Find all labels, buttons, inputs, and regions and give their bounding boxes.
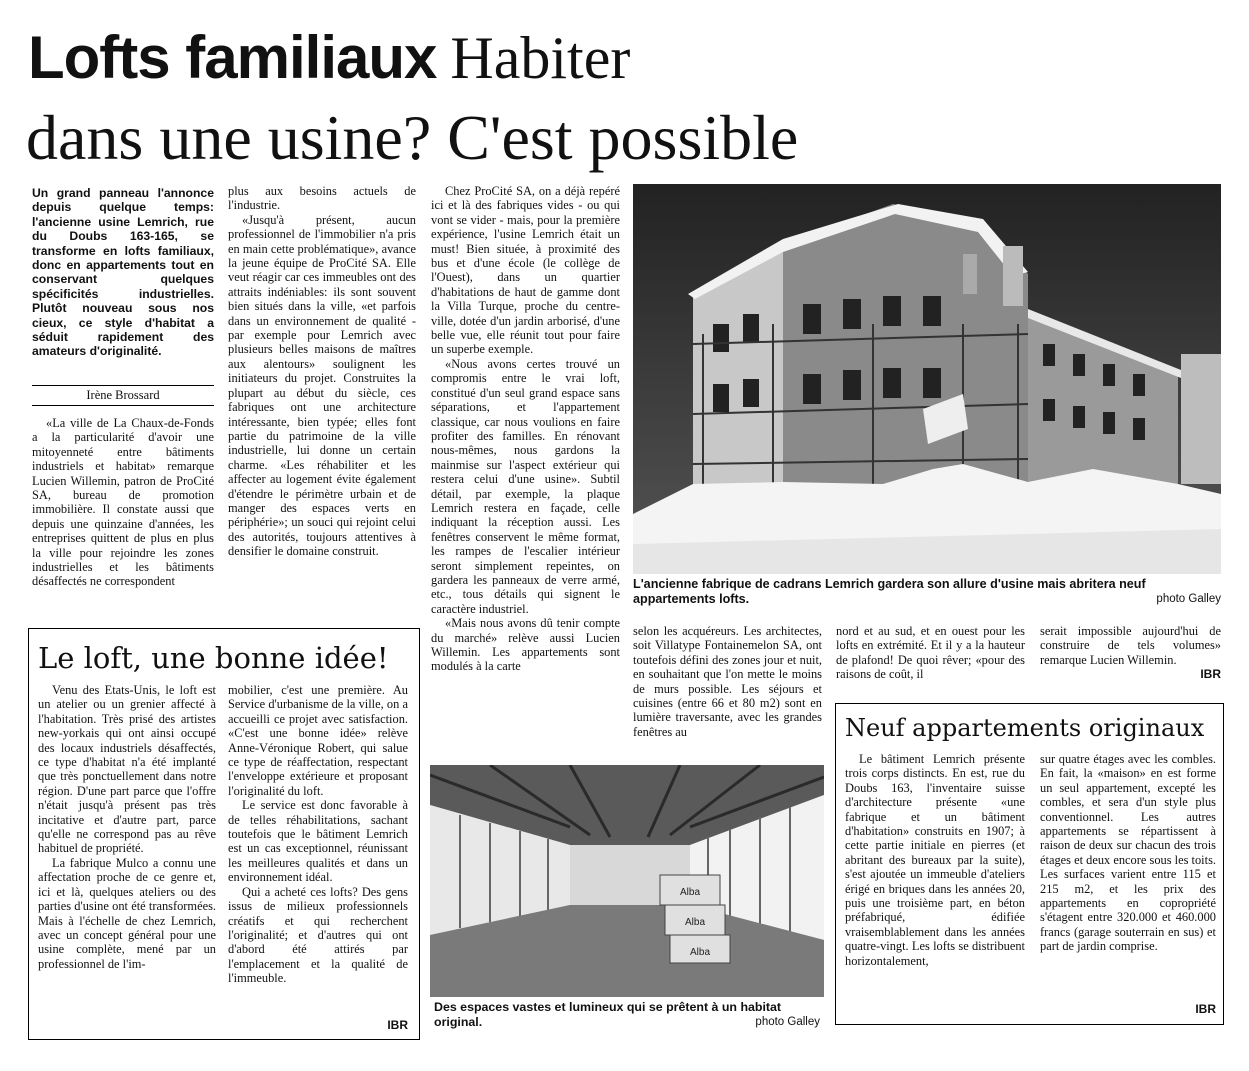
headline-rest: Habiter — [450, 25, 631, 91]
lead-paragraph: Un grand panneau l'annonce depuis quelque temps: l'ancienne usine Lemrich, rue du Doubs 163-165, se transforme en lofts familiaux, donc en appartements tout en conservant quelques spécificités industrielles. Plutôt nouveau sous nos cieux, ce style d'habitat a séduit rapidement des amateurs d'originalité. — [32, 186, 214, 359]
photo-2-credit: photo Galley — [755, 1016, 820, 1028]
photo-1-credit: photo Galley — [1156, 593, 1221, 605]
continuation-column-3 — [1040, 624, 1221, 667]
continuation-text-2: nord et au sud, et en ouest pour les lofts en extrémité. Et il y a la hauteur de plafond! De quoi rêver; «pour des raisons de coût, il — [836, 624, 1025, 682]
box-2-column-2 — [1040, 752, 1216, 954]
continuation-column-1 — [633, 624, 822, 739]
box-1-para-1: Venu des Etats-Unis, le loft est un atelier ou un grenier affecté à l'habitation. Très prisé des artistes new-yorkais qui ont ainsi occupé des locaux industriels désaffectés, ce type d'habitat n'a été implanté que très ponctuellement dans notre région. D'une part parce que l'offre n'était jusqu'à présent pas très incitative et d'autre part, parce qu'elle ne correspond pas au rêve habituel de propriété. — [38, 683, 216, 856]
headline-line-2: dans une usine? C'est possible — [26, 102, 799, 173]
box-1-para-5: Qui a acheté ces lofts? Des gens issus de milieux professionnels créatifs et qui recherchent l'originalité; et d'autres qui ont d'abord été attirés par l'emplacement et la qualité de l'immeuble. — [228, 884, 408, 986]
box-2-signature: IBR — [1195, 1002, 1216, 1016]
photo-2-caption: Des espaces vastes et lumineux qui se prêtent à un habitat original. — [434, 1000, 782, 1029]
box-1-para-3: mobilier, c'est une première. Au Service d'urbanisme de la ville, on a accueilli ce projet avec satisfaction. «C'est une bonne idée» relève Anne-Véronique Robert, qui salue ce type de réaffectation, respectant l'enveloppe extérieure et proposant l'originalité du loft. — [228, 683, 408, 798]
headline-bold: Lofts familiaux — [28, 24, 437, 91]
continuation-signature: IBR — [1200, 667, 1221, 681]
column-3-para-1: Chez ProCité SA, on a déjà repéré ici et là des fabriques vides - ou qui vont se vider - mais, pour la première expérience, l'usine Lemrich était un must! Bien située, à proximité des bus et d'une école (le collège de l'Ouest), dans un quartier d'habitations de haut de gamme dont la Villa Turque, proche du centre-ville, dotée d'un jardin arborisé, d'une belle vue, elle réunit tout pour faire un superbe exemple. — [431, 184, 620, 357]
box-1-signature: IBR — [387, 1018, 408, 1032]
interior-illustration — [430, 765, 824, 997]
article-column-2 — [228, 184, 416, 559]
box-2-para-1: Le bâtiment Lemrich présente trois corps distincts. En est, rue du Doubs 163, l'inventaire suisse d'architecture présente «une fabrique et un bâtiment d'habitation» construits en 1907; à cette partie initiale en pierres (et abritant des bureaux par la suite), s'est ajoutée un immeuble d'ateliers érigé en briques dans les années 20, puis une troisième part, en béton préfabriqué, édifiée vraisemblablement dans les années quatre-vingt. Les lofts se distribuent horizontalement, — [845, 752, 1025, 968]
column-1-text: «La ville de La Chaux-de-Fonds a la particularité d'avoir une mitoyenneté entre bâtiments industriels et habitat» remarque Lucien Willemin, patron de ProCité SA, bureau de promotion immobilière. Il constate aussi que depuis une quinzaine d'années, les entreprises quittent de plus en plus la ville pour rejoindre les zones industrielles et les bâtiments désaffectés ne correspondent — [32, 416, 214, 589]
column-3-para-3: «Mais nous avons dû tenir compte du marché» relève aussi Lucien Willemin. Les appartements sont modulés à la carte — [431, 616, 620, 674]
box-2-para-2: sur quatre étages avec les combles. En fait, la «maison» en est forme un seul appartement, excepté les combles, et sera d'un style plus conventionnel. Les autres appartements se répartissent à raison de deux sur chacun des trois étages et deux encore sous les toits. Les surfaces varient entre 115 et 215 m2, et les prix des appartements en copropriété s'étagent entre 320.000 et 460.000 francs (garage souterrain en sus) et part de jardin comprise. — [1040, 752, 1216, 954]
headline-line-1 — [28, 22, 630, 94]
photo-1-caption: L'ancienne fabrique de cadrans Lemrich gardera son allure d'usine mais abritera neuf appartements lofts. — [633, 577, 1146, 606]
box-1-title: Le loft, une bonne idée! — [38, 641, 389, 675]
crate-label-3: Alba — [690, 947, 711, 958]
column-2-para-2: «Jusqu'à présent, aucun professionnel de l'immobilier n'a pris en main cette problématique», avance la jeune équipe de ProCité SA. Elle veut réagir car ces immeubles ont des attraits indéniables: ils sont souvent bien situés dans la ville, «et parfois dans un environnement de qualité - par exemple pour Lemrich avec plusieurs belles maisons de maîtres aux alentours» soulignent les initiateurs du projet. Construites la plupart au début du siècle, ces fabriques ont une architecture intéressante, bien typée; elles font partie du patrimoine de la ville industrielle, lui donne un certain charme. «Les réhabiliter et les affecter au logement évite également d'étendre le périmètre urbain et de manger des espaces verts en périphérie»; un souci qui rejoint celui des autorités, toujours attentives à densifier le domaine construit. — [228, 212, 416, 559]
box-1-para-4: Le service est donc favorable à de telles réhabilitations, sachant toutefois que le bâtiment Lemrich est un cas exceptionnel, réunissant les meilleures qualités et dans un environnement idéal. — [228, 798, 408, 885]
column-3-para-2: «Nous avons certes trouvé un compromis entre le vrai loft, constitué d'un seul grand espace sans séparations, et l'appartement classique, car nous voulions en faire profiter des familles. En rénovant nous-mêmes, nous gardons la mainmise sur l'aspect extérieur qui restera celui d'une usine». Subtil détail, par exemple, la plaque Lemrich restera en façade, celle indiquant la réception aussi. Les fenêtres conservent le même format, les rampes de l'escalier intérieur seront simplement repeintes, on gardera les panneaux de verre armé, etc., tous détails qui signent le caractère industriel. — [431, 356, 620, 616]
building-photo — [633, 184, 1221, 574]
crate-label-2: Alba — [685, 917, 706, 928]
box-2-title: Neuf appartements originaux — [845, 714, 1205, 742]
byline: Irène Brossard — [32, 385, 214, 406]
box-1-column-2 — [228, 683, 408, 986]
crate-label-1: Alba — [680, 887, 701, 898]
box-1-para-2: La fabrique Mulco a connu une affectation proche de ce genre et, ici et là, quelques ateliers ou des parties d'usine ont été transformées. Mais à l'échelle de chez Lemrich, avec un concept général pour une usine complète, mené par un professionnel de l'im- — [38, 855, 216, 971]
box-2-column-1 — [845, 752, 1025, 968]
interior-photo — [430, 765, 824, 997]
continuation-text-1: selon les acquéreurs. Les architectes, soit Villatype Fontainemelon SA, ont toutefois défini des zones jour et nuit, en souhaitant que l'on mette le moins de murs possible. Les séjours et cuisines (entre 66 et 80 m2) sont en lumière traversante, avec les grandes fenêtres au — [633, 624, 822, 739]
building-illustration — [633, 184, 1221, 574]
article-column-3 — [431, 184, 620, 674]
box-1-column-1 — [38, 683, 216, 971]
continuation-column-2 — [836, 624, 1025, 682]
article-column-1 — [32, 416, 214, 589]
column-2-para-1: plus aux besoins actuels de l'industrie. — [228, 184, 416, 213]
continuation-text-3: serait impossible aujourd'hui de construire de tels volumes» remarque Lucien Willemin. — [1040, 624, 1221, 667]
